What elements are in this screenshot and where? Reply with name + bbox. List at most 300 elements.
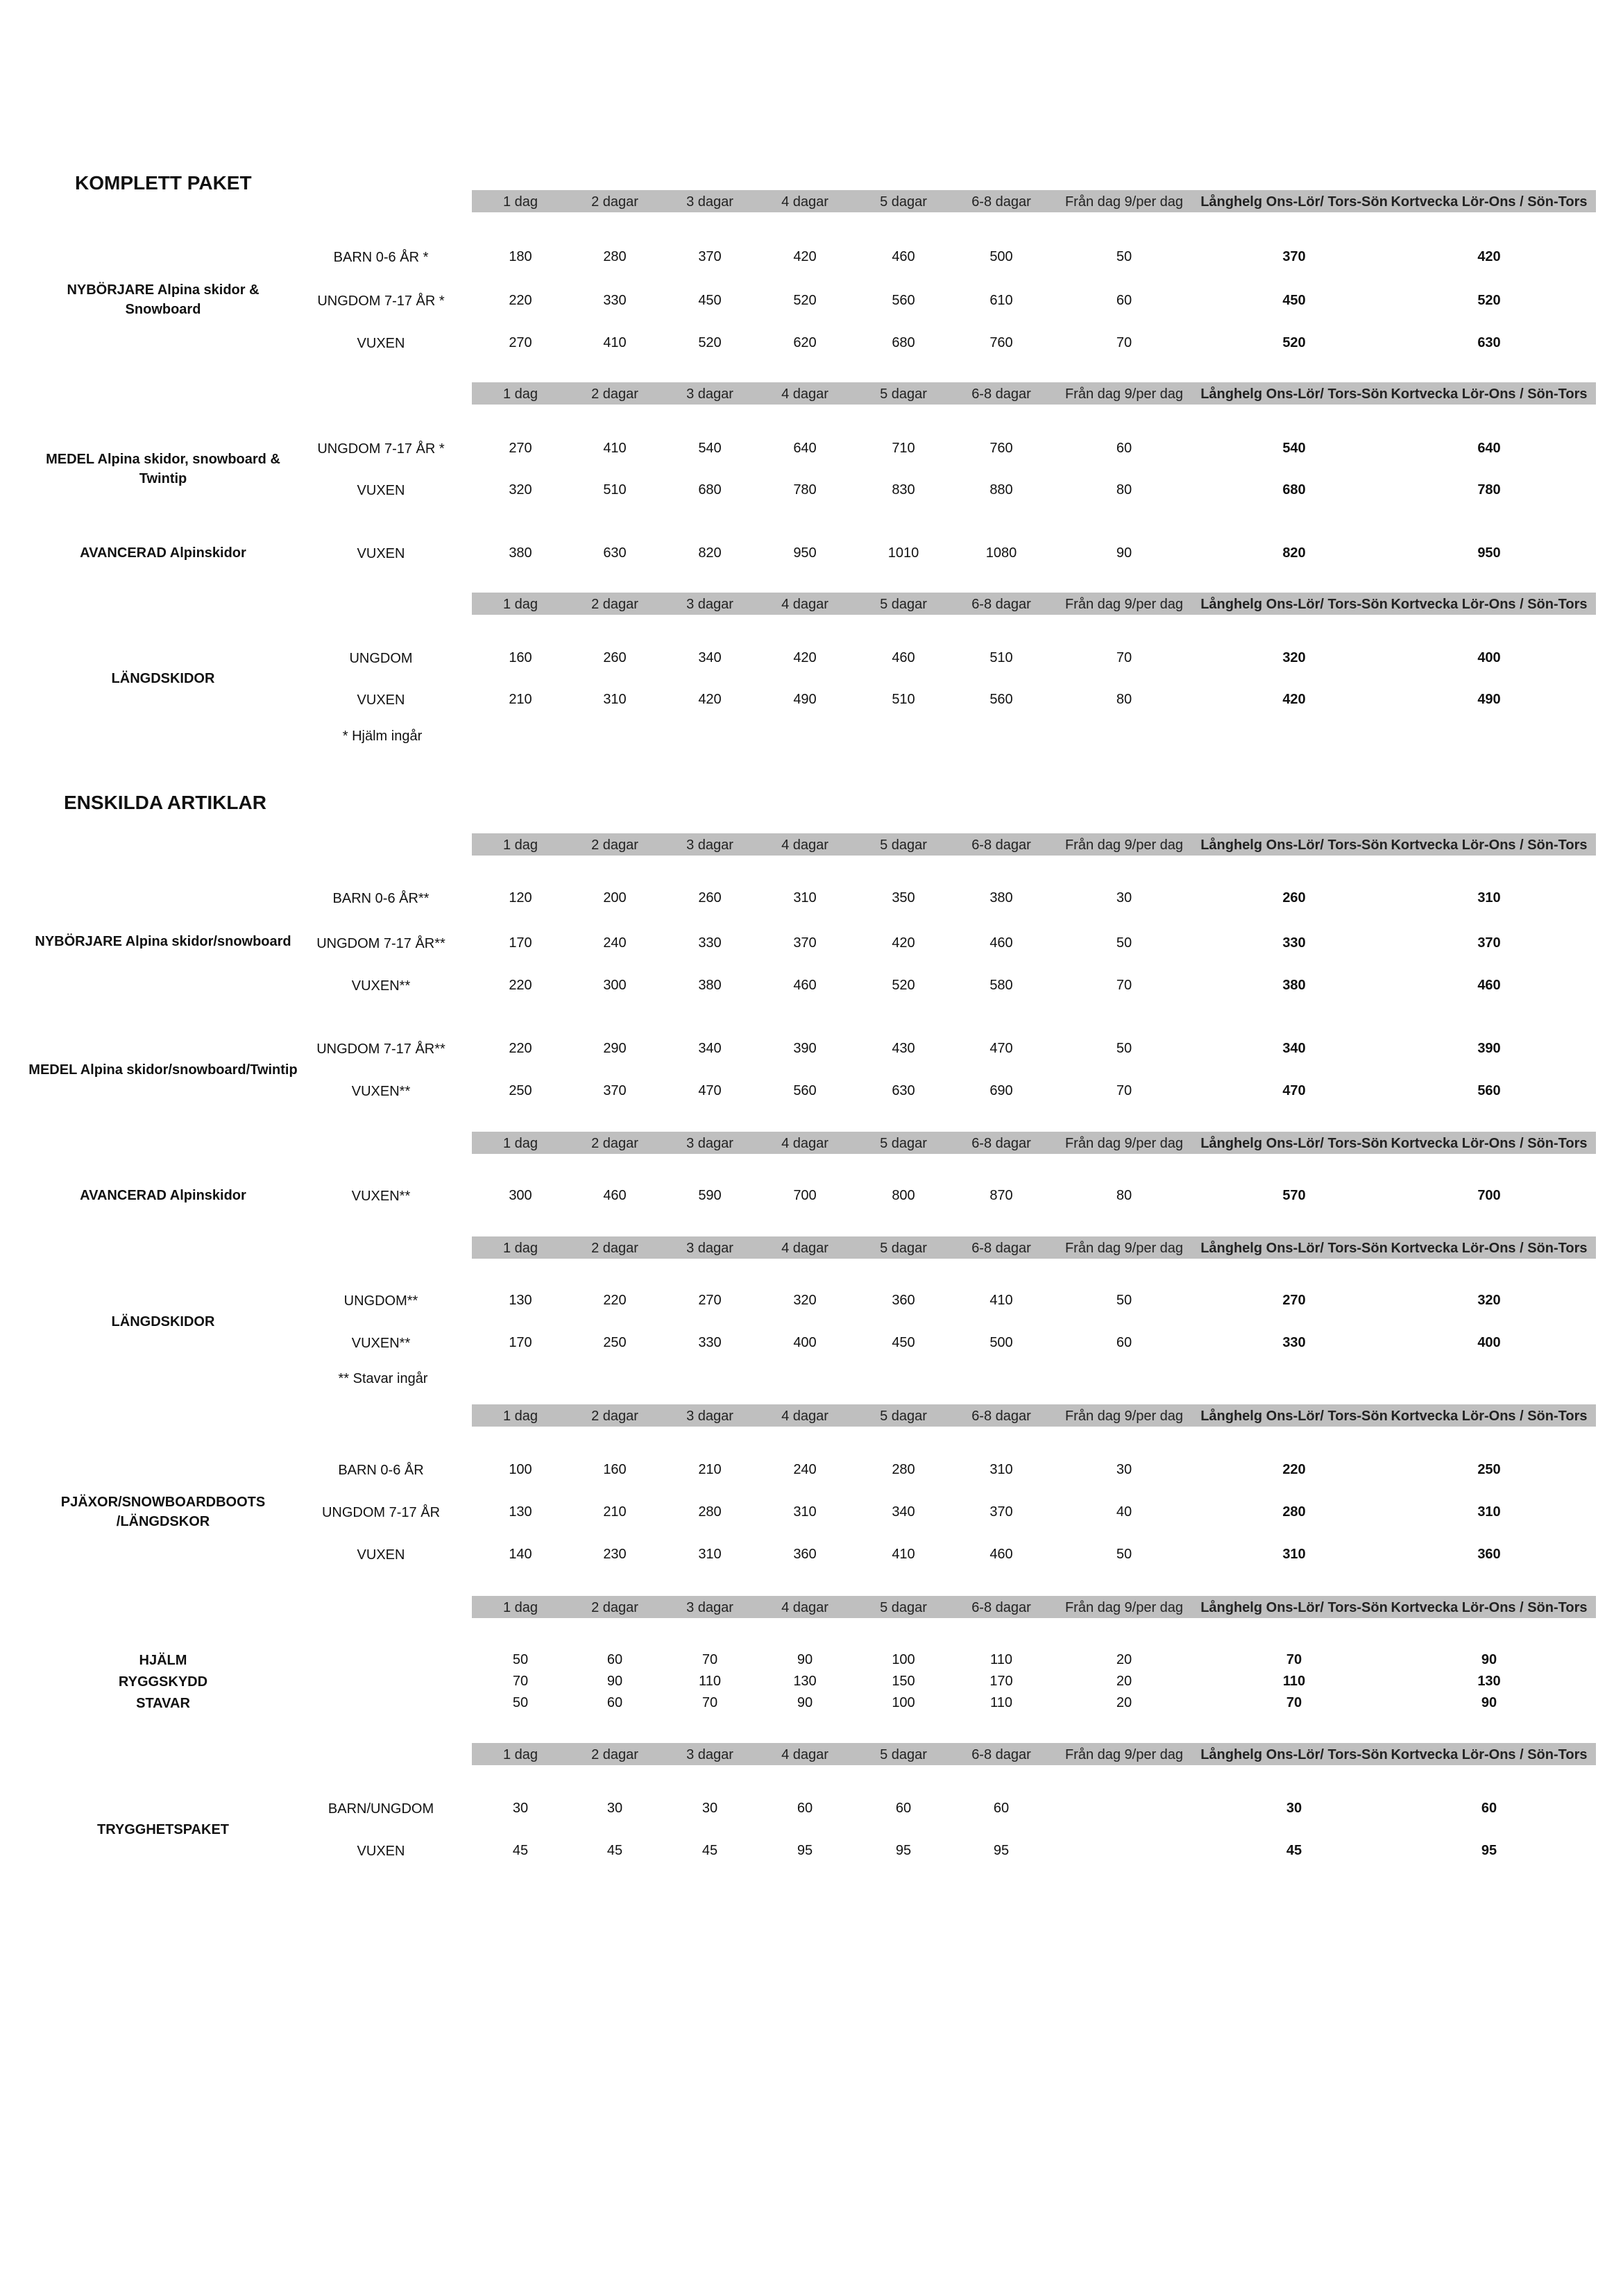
- price-cell: 330: [1282, 1335, 1306, 1350]
- price-cell: 370: [793, 935, 817, 951]
- column-header: Från dag 9/per dag: [1064, 837, 1184, 853]
- item-label: RYGGSKYDD: [118, 1674, 208, 1690]
- price-cell: 540: [1282, 441, 1306, 456]
- price-cell: 50: [1116, 935, 1132, 951]
- column-header: 4 dagar: [781, 1409, 829, 1424]
- column-header: Långhelg Ons-Lör/ Tors-Sön: [1200, 1747, 1388, 1762]
- column-header: 1 dag: [502, 194, 538, 210]
- price-cell: 330: [698, 935, 722, 951]
- column-header: 2 dagar: [591, 1136, 638, 1151]
- row-label: UNGDOM 7-17 ÅR**: [316, 1041, 445, 1057]
- price-cell: 310: [698, 1547, 722, 1562]
- header-row: [472, 190, 1596, 212]
- price-cell: 360: [892, 1293, 915, 1308]
- column-header: 5 dagar: [880, 1747, 927, 1762]
- price-cell: 80: [1116, 1188, 1132, 1203]
- price-cell: 50: [1116, 1547, 1132, 1562]
- price-cell: 450: [698, 293, 722, 308]
- price-cell: 520: [698, 335, 722, 350]
- price-cell: 460: [603, 1188, 627, 1203]
- column-header: 2 dagar: [591, 597, 638, 612]
- column-header: 5 dagar: [880, 1136, 927, 1151]
- price-cell: 40: [1116, 1504, 1132, 1520]
- price-cell: 400: [1477, 1335, 1501, 1350]
- price-cell: 290: [603, 1041, 627, 1056]
- price-cell: 610: [989, 293, 1013, 308]
- column-header: Långhelg Ons-Lör/ Tors-Sön: [1200, 1409, 1388, 1424]
- row-label: VUXEN: [357, 483, 405, 498]
- category-label: AVANCERAD Alpinskidor: [80, 1188, 246, 1203]
- price-cell: 370: [603, 1083, 627, 1098]
- price-cell: 100: [892, 1652, 915, 1667]
- price-cell: 110: [1282, 1674, 1306, 1689]
- price-cell: 70: [702, 1652, 718, 1667]
- price-cell: 410: [892, 1547, 915, 1562]
- price-cell: 820: [698, 545, 722, 561]
- price-cell: 690: [989, 1083, 1013, 1098]
- price-cell: 260: [698, 890, 722, 905]
- price-cell: 460: [1477, 978, 1501, 993]
- column-header: Långhelg Ons-Lör/ Tors-Sön: [1200, 1136, 1388, 1151]
- price-cell: 130: [793, 1674, 817, 1689]
- price-cell: 410: [603, 335, 627, 350]
- price-cell: 90: [606, 1674, 623, 1689]
- category-label: MEDEL Alpina skidor/snowboard/Twintip: [28, 1062, 298, 1078]
- price-cell: 370: [698, 249, 722, 264]
- column-header: 4 dagar: [781, 837, 829, 853]
- row-label: UNGDOM**: [343, 1293, 418, 1309]
- price-cell: 680: [892, 335, 915, 350]
- price-cell: 420: [1477, 249, 1501, 264]
- column-header: Kortvecka Lör-Ons / Sön-Tors: [1391, 837, 1588, 853]
- price-cell: 390: [793, 1041, 817, 1056]
- price-cell: 70: [1116, 1083, 1132, 1098]
- price-cell: 20: [1116, 1674, 1132, 1689]
- column-header: 2 dagar: [591, 1600, 638, 1615]
- column-header: 3 dagar: [686, 1747, 733, 1762]
- price-cell: 160: [509, 650, 532, 665]
- column-header: 5 dagar: [880, 386, 927, 402]
- price-cell: 760: [989, 441, 1013, 456]
- price-cell: 340: [698, 650, 722, 665]
- price-cell: 70: [1116, 335, 1132, 350]
- header-row: [472, 1404, 1596, 1427]
- price-cell: 210: [698, 1462, 722, 1477]
- price-cell: 420: [1282, 692, 1306, 707]
- column-header: 2 dagar: [591, 1409, 638, 1424]
- footnote-helmet: * Hjälm ingår: [342, 729, 423, 744]
- row-label: BARN 0-6 ÅR *: [333, 250, 429, 265]
- price-cell: 110: [990, 1652, 1012, 1667]
- price-cell: 60: [895, 1801, 912, 1816]
- price-cell: 780: [1477, 482, 1501, 498]
- row-label: VUXEN: [357, 1844, 405, 1859]
- price-cell: 220: [1282, 1462, 1306, 1477]
- price-cell: 95: [895, 1843, 912, 1858]
- price-cell: 470: [989, 1041, 1013, 1056]
- price-cell: 380: [509, 545, 532, 561]
- row-label: VUXEN: [357, 336, 405, 351]
- price-cell: 210: [509, 692, 532, 707]
- price-cell: 360: [793, 1547, 817, 1562]
- column-header: Från dag 9/per dag: [1064, 597, 1184, 612]
- price-cell: 560: [892, 293, 915, 308]
- column-header: 1 dag: [502, 1409, 538, 1424]
- price-cell: 490: [1477, 692, 1501, 707]
- price-cell: 110: [990, 1695, 1012, 1710]
- price-cell: 260: [1282, 890, 1306, 905]
- price-cell: 60: [1481, 1801, 1497, 1816]
- column-header: Kortvecka Lör-Ons / Sön-Tors: [1391, 1600, 1588, 1615]
- price-cell: 590: [698, 1188, 722, 1203]
- price-cell: 270: [509, 441, 532, 456]
- price-cell: 350: [892, 890, 915, 905]
- price-cell: 630: [603, 545, 627, 561]
- price-cell: 70: [512, 1674, 529, 1689]
- price-cell: 310: [1282, 1547, 1306, 1562]
- price-cell: 30: [512, 1801, 529, 1816]
- column-header: 3 dagar: [686, 597, 733, 612]
- price-cell: 220: [603, 1293, 627, 1308]
- column-header: 3 dagar: [686, 1409, 733, 1424]
- price-cell: 680: [1282, 482, 1306, 498]
- column-header: 2 dagar: [591, 1241, 638, 1256]
- price-cell: 240: [793, 1462, 817, 1477]
- price-cell: 560: [793, 1083, 817, 1098]
- price-cell: 280: [1282, 1504, 1306, 1520]
- column-header: 6-8 dagar: [971, 837, 1031, 853]
- column-header: 1 dag: [502, 837, 538, 853]
- price-cell: 60: [1116, 441, 1132, 456]
- price-cell: 800: [892, 1188, 915, 1203]
- price-cell: 460: [989, 935, 1013, 951]
- item-label: STAVAR: [136, 1696, 190, 1711]
- column-header: 1 dag: [502, 597, 538, 612]
- price-cell: 45: [1286, 1843, 1302, 1858]
- category-label: MEDEL Alpina skidor, snowboard & Twintip: [46, 452, 280, 486]
- column-header: 4 dagar: [781, 1600, 829, 1615]
- price-cell: 680: [698, 482, 722, 498]
- price-cell: 880: [989, 482, 1013, 498]
- price-cell: 420: [698, 692, 722, 707]
- price-cell: 80: [1116, 482, 1132, 498]
- section-title-komplett: KOMPLETT PAKET: [75, 172, 252, 194]
- price-cell: 60: [606, 1695, 623, 1710]
- price-cell: 220: [509, 1041, 532, 1056]
- header-row: [472, 1132, 1596, 1154]
- row-label: VUXEN: [357, 546, 405, 561]
- price-cell: 250: [1477, 1462, 1501, 1477]
- price-cell: 110: [699, 1674, 721, 1689]
- column-header: Från dag 9/per dag: [1064, 1600, 1184, 1615]
- column-header: 6-8 dagar: [971, 1600, 1031, 1615]
- price-cell: 70: [1116, 650, 1132, 665]
- price-cell: 320: [793, 1293, 817, 1308]
- price-cell: 410: [603, 441, 627, 456]
- price-cell: 95: [797, 1843, 813, 1858]
- price-cell: 80: [1116, 692, 1132, 707]
- column-header: 3 dagar: [686, 1241, 733, 1256]
- column-header: Från dag 9/per dag: [1064, 1136, 1184, 1151]
- price-cell: 1080: [985, 545, 1017, 561]
- price-cell: 310: [603, 692, 627, 707]
- price-cell: 380: [989, 890, 1013, 905]
- price-cell: 30: [1286, 1801, 1302, 1816]
- column-header: 3 dagar: [686, 194, 733, 210]
- price-cell: 520: [892, 978, 915, 993]
- price-cell: 150: [892, 1674, 915, 1689]
- price-cell: 320: [1282, 650, 1306, 665]
- price-cell: 710: [892, 441, 915, 456]
- price-cell: 510: [892, 692, 915, 707]
- column-header: Långhelg Ons-Lör/ Tors-Sön: [1200, 194, 1388, 210]
- row-label: BARN 0-6 ÅR: [338, 1463, 424, 1478]
- column-header: 1 dag: [502, 1241, 538, 1256]
- category-label: TRYGGHETSPAKET: [96, 1821, 229, 1837]
- price-cell: 170: [509, 935, 532, 951]
- price-cell: 640: [793, 441, 817, 456]
- price-cell: 50: [512, 1695, 529, 1710]
- column-header: 4 dagar: [781, 194, 829, 210]
- column-header: Kortvecka Lör-Ons / Sön-Tors: [1391, 1136, 1588, 1151]
- price-cell: 50: [1116, 249, 1132, 264]
- column-header: 4 dagar: [781, 386, 829, 402]
- price-cell: 310: [793, 1504, 817, 1520]
- price-cell: 250: [603, 1335, 627, 1350]
- row-label: VUXEN**: [351, 1084, 411, 1099]
- price-cell: 1010: [887, 545, 919, 561]
- price-cell: 90: [1481, 1695, 1497, 1710]
- price-cell: 310: [1477, 890, 1501, 905]
- price-cell: 45: [512, 1843, 529, 1858]
- column-header: Långhelg Ons-Lör/ Tors-Sön: [1200, 1600, 1388, 1615]
- price-cell: 320: [1477, 1293, 1501, 1308]
- column-header: 6-8 dagar: [971, 386, 1031, 402]
- price-cell: 640: [1477, 441, 1501, 456]
- price-cell: 100: [892, 1695, 915, 1710]
- column-header: 6-8 dagar: [971, 1241, 1031, 1256]
- price-cell: 400: [1477, 650, 1501, 665]
- price-cell: 370: [989, 1504, 1013, 1520]
- price-cell: 560: [989, 692, 1013, 707]
- price-cell: 30: [1116, 1462, 1132, 1477]
- price-cell: 95: [1481, 1843, 1497, 1858]
- category-label: PJÄXOR/SNOWBOARDBOOTS /LÄNGDSKOR: [60, 1495, 266, 1529]
- column-header: Långhelg Ons-Lör/ Tors-Sön: [1200, 597, 1388, 612]
- column-header: 2 dagar: [591, 386, 638, 402]
- price-cell: 300: [509, 1188, 532, 1203]
- header-row: [472, 382, 1596, 405]
- price-cell: 240: [603, 935, 627, 951]
- row-label: VUXEN: [357, 692, 405, 708]
- column-header: 6-8 dagar: [971, 597, 1031, 612]
- price-cell: 950: [1477, 545, 1501, 561]
- column-header: 5 dagar: [880, 597, 927, 612]
- column-header: 3 dagar: [686, 837, 733, 853]
- column-header: Från dag 9/per dag: [1064, 1241, 1184, 1256]
- column-header: 5 dagar: [880, 1409, 927, 1424]
- price-cell: 60: [606, 1652, 623, 1667]
- column-header: 5 dagar: [880, 1600, 927, 1615]
- column-header: 6-8 dagar: [971, 1747, 1031, 1762]
- price-cell: 820: [1282, 545, 1306, 561]
- price-cell: 500: [989, 1335, 1013, 1350]
- column-header: 3 dagar: [686, 1136, 733, 1151]
- price-cell: 330: [698, 1335, 722, 1350]
- price-cell: 20: [1116, 1695, 1132, 1710]
- price-cell: 70: [702, 1695, 718, 1710]
- column-header: 5 dagar: [880, 1241, 927, 1256]
- price-cell: 340: [892, 1504, 915, 1520]
- price-cell: 390: [1477, 1041, 1501, 1056]
- row-label: UNGDOM 7-17 ÅR**: [316, 936, 445, 951]
- column-header: 2 dagar: [591, 194, 638, 210]
- price-cell: 30: [702, 1801, 718, 1816]
- price-cell: 320: [509, 482, 532, 498]
- column-header: Långhelg Ons-Lör/ Tors-Sön: [1200, 837, 1388, 853]
- price-cell: 70: [1286, 1695, 1302, 1710]
- column-header: 3 dagar: [686, 1600, 733, 1615]
- price-cell: 400: [793, 1335, 817, 1350]
- price-cell: 420: [793, 650, 817, 665]
- column-header: 3 dagar: [686, 386, 733, 402]
- price-cell: 470: [1282, 1083, 1306, 1098]
- price-cell: 310: [793, 890, 817, 905]
- column-header: 4 dagar: [781, 1747, 829, 1762]
- row-label: VUXEN**: [351, 1189, 411, 1204]
- column-header: Från dag 9/per dag: [1064, 194, 1184, 210]
- price-cell: 630: [1477, 335, 1501, 350]
- price-cell: 340: [1282, 1041, 1306, 1056]
- row-label: UNGDOM 7-17 ÅR *: [317, 441, 445, 457]
- price-cell: 130: [1477, 1674, 1501, 1689]
- price-cell: 700: [793, 1188, 817, 1203]
- column-header: 5 dagar: [880, 837, 927, 853]
- column-header: 1 dag: [502, 386, 538, 402]
- column-header: Från dag 9/per dag: [1064, 386, 1184, 402]
- price-cell: 450: [1282, 293, 1306, 308]
- header-row: [472, 1236, 1596, 1259]
- price-cell: 140: [509, 1547, 532, 1562]
- row-label: VUXEN**: [351, 978, 411, 994]
- price-cell: 470: [698, 1083, 722, 1098]
- price-cell: 170: [989, 1674, 1013, 1689]
- column-header: 2 dagar: [591, 1747, 638, 1762]
- price-cell: 410: [989, 1293, 1013, 1308]
- price-cell: 380: [698, 978, 722, 993]
- price-cell: 200: [603, 890, 627, 905]
- price-cell: 370: [1477, 935, 1501, 951]
- column-header: Långhelg Ons-Lör/ Tors-Sön: [1200, 386, 1388, 402]
- column-header: 1 dag: [502, 1600, 538, 1615]
- column-header: Kortvecka Lör-Ons / Sön-Tors: [1391, 386, 1588, 402]
- price-cell: 210: [603, 1504, 627, 1520]
- price-cell: 180: [509, 249, 532, 264]
- price-cell: 90: [1481, 1652, 1497, 1667]
- price-cell: 120: [509, 890, 532, 905]
- column-header: 4 dagar: [781, 1241, 829, 1256]
- price-cell: 460: [892, 650, 915, 665]
- price-cell: 460: [989, 1547, 1013, 1562]
- column-header: 4 dagar: [781, 597, 829, 612]
- column-header: 2 dagar: [591, 837, 638, 853]
- column-header: Kortvecka Lör-Ons / Sön-Tors: [1391, 1747, 1588, 1762]
- price-cell: 270: [509, 335, 532, 350]
- price-cell: 90: [797, 1695, 813, 1710]
- row-label: BARN 0-6 ÅR**: [332, 891, 430, 906]
- price-cell: 30: [1116, 890, 1132, 905]
- column-header: 4 dagar: [781, 1136, 829, 1151]
- category-label: NYBÖRJARE Alpina skidor/snowboard: [35, 934, 291, 949]
- price-cell: 50: [512, 1652, 529, 1667]
- price-cell: 130: [509, 1293, 532, 1308]
- price-cell: 260: [603, 650, 627, 665]
- price-cell: 270: [698, 1293, 722, 1308]
- price-cell: 95: [993, 1843, 1010, 1858]
- column-header: Från dag 9/per dag: [1064, 1409, 1184, 1424]
- price-cell: 630: [892, 1083, 915, 1098]
- price-cell: 370: [1282, 249, 1306, 264]
- column-header: 1 dag: [502, 1136, 538, 1151]
- column-header: 5 dagar: [880, 194, 927, 210]
- column-header: 6-8 dagar: [971, 1136, 1031, 1151]
- price-cell: 580: [989, 978, 1013, 993]
- column-header: Långhelg Ons-Lör/ Tors-Sön: [1200, 1241, 1388, 1256]
- price-cell: 570: [1282, 1188, 1306, 1203]
- price-cell: 20: [1116, 1652, 1132, 1667]
- price-cell: 500: [989, 249, 1013, 264]
- column-header: Kortvecka Lör-Ons / Sön-Tors: [1391, 194, 1588, 210]
- price-cell: 360: [1477, 1547, 1501, 1562]
- price-cell: 490: [793, 692, 817, 707]
- price-cell: 560: [1477, 1083, 1501, 1098]
- price-cell: 510: [989, 650, 1013, 665]
- row-label: UNGDOM: [349, 651, 413, 666]
- price-cell: 430: [892, 1041, 915, 1056]
- column-header: 1 dag: [502, 1747, 538, 1762]
- price-cell: 700: [1477, 1188, 1501, 1203]
- price-cell: 60: [797, 1801, 813, 1816]
- price-cell: 520: [793, 293, 817, 308]
- row-label: BARN/UNGDOM: [328, 1801, 434, 1817]
- price-cell: 950: [793, 545, 817, 561]
- price-cell: 50: [1116, 1293, 1132, 1308]
- column-header: 6-8 dagar: [971, 1409, 1031, 1424]
- price-cell: 780: [793, 482, 817, 498]
- column-header: Kortvecka Lör-Ons / Sön-Tors: [1391, 597, 1588, 612]
- price-cell: 230: [603, 1547, 627, 1562]
- price-cell: 45: [606, 1843, 623, 1858]
- price-cell: 70: [1286, 1652, 1302, 1667]
- price-cell: 220: [509, 978, 532, 993]
- price-cell: 450: [892, 1335, 915, 1350]
- price-cell: 460: [892, 249, 915, 264]
- price-cell: 220: [509, 293, 532, 308]
- row-label: VUXEN**: [351, 1336, 411, 1351]
- price-cell: 310: [989, 1462, 1013, 1477]
- column-header: Från dag 9/per dag: [1064, 1747, 1184, 1762]
- price-cell: 310: [1477, 1504, 1501, 1520]
- row-label: VUXEN: [357, 1547, 405, 1563]
- price-cell: 520: [1282, 335, 1306, 350]
- category-label: AVANCERAD Alpinskidor: [80, 545, 246, 561]
- price-cell: 380: [1282, 978, 1306, 993]
- price-cell: 280: [698, 1504, 722, 1520]
- row-label: UNGDOM 7-17 ÅR: [321, 1505, 441, 1520]
- item-label: HJÄLM: [139, 1653, 187, 1668]
- price-cell: 50: [1116, 1041, 1132, 1056]
- category-label: LÄNGDSKIDOR: [111, 671, 215, 686]
